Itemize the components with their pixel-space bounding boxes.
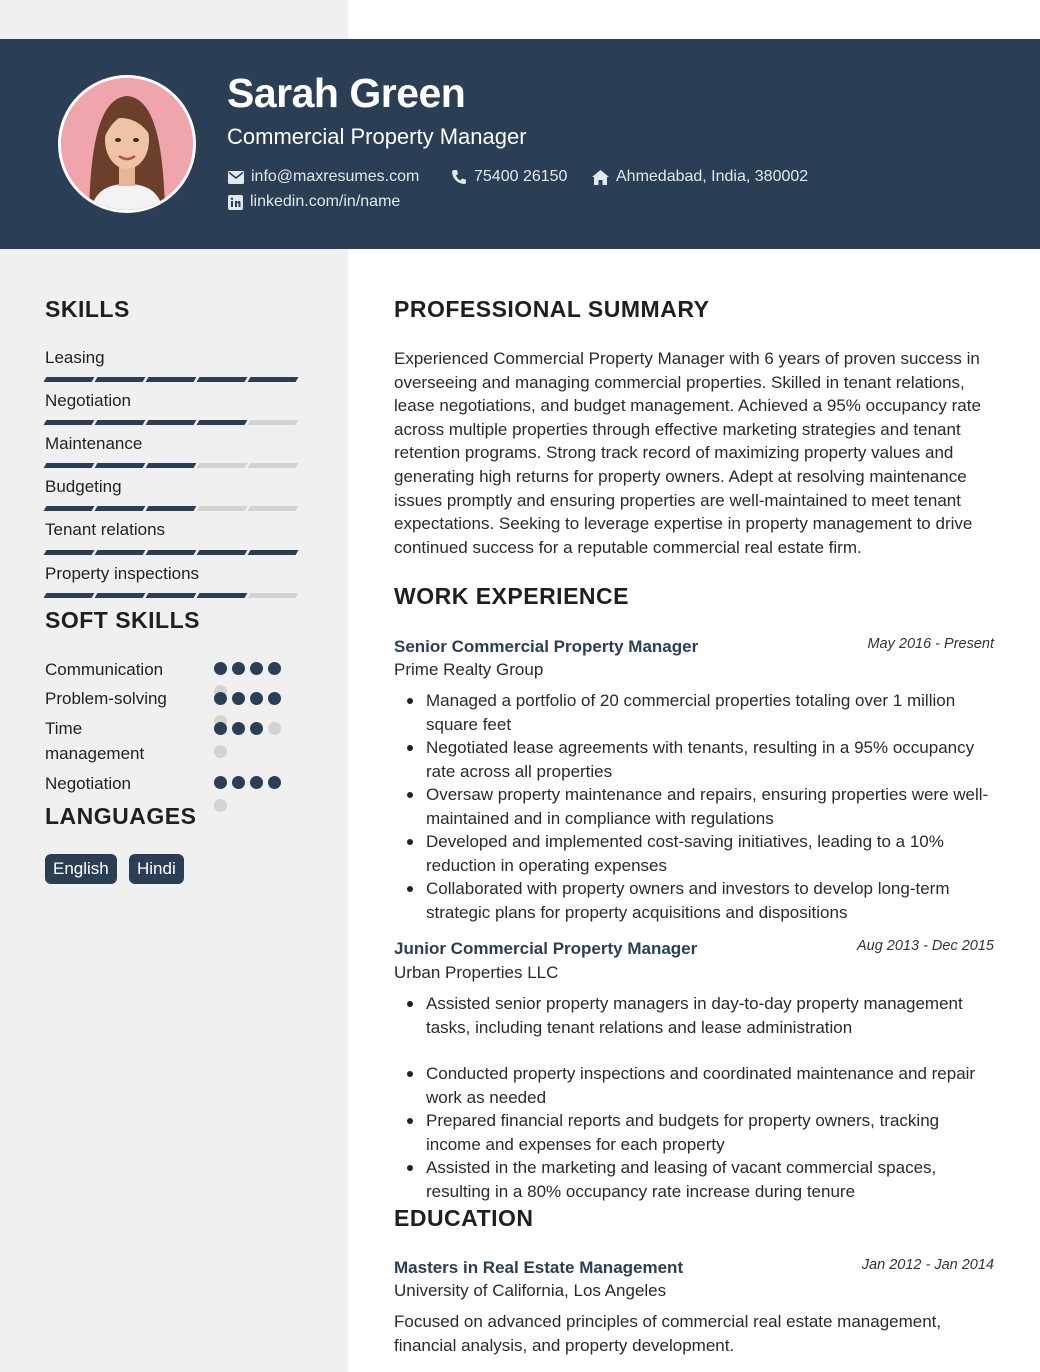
level-filled xyxy=(146,506,197,511)
skill-label: Leasing xyxy=(45,348,105,367)
degree-title: Masters in Real Estate Management xyxy=(394,1258,684,1277)
candidate-name: Sarah Green xyxy=(227,70,466,116)
soft-skill-dots xyxy=(214,776,286,822)
level-empty xyxy=(268,722,281,735)
level-filled xyxy=(214,692,227,705)
level-filled xyxy=(214,662,227,675)
linkedin-icon xyxy=(228,195,243,210)
contact-email[interactable] xyxy=(228,168,419,186)
job-company: Urban Properties LLC xyxy=(394,963,559,982)
skill-level-bar xyxy=(45,593,301,598)
level-filled xyxy=(44,550,95,555)
skill-level-bar xyxy=(45,377,301,382)
level-filled xyxy=(95,506,146,511)
level-filled xyxy=(95,377,146,382)
level-filled xyxy=(146,420,197,425)
level-filled xyxy=(232,722,245,735)
job-title: Junior Commercial Property Manager xyxy=(394,939,698,958)
job-bullets xyxy=(426,689,998,924)
job-company: Prime Realty Group xyxy=(394,660,544,679)
level-filled xyxy=(232,776,245,789)
phone-text: 75400 26150 xyxy=(474,168,568,185)
level-filled xyxy=(268,662,281,675)
soft-skill-label: Problem-solving xyxy=(45,689,167,708)
list-item: Developed and implemented cost-saving initiatives, leading to a 10% reduction in operating expenses xyxy=(426,830,998,877)
level-filled xyxy=(95,420,146,425)
job-dates: Aug 2013 - Dec 2015 xyxy=(856,938,994,954)
education-heading: EDUCATION xyxy=(394,1205,534,1231)
list-item: Negotiated lease agreements with tenants, resulting in a 95% occupancy rate across all properties xyxy=(426,736,998,783)
level-filled xyxy=(146,550,197,555)
education-dates: Jan 2012 - Jan 2014 xyxy=(861,1257,994,1273)
candidate-title: Commercial Property Manager xyxy=(227,124,527,149)
level-filled xyxy=(95,463,146,468)
email-text: info@maxresumes.com xyxy=(251,168,420,185)
list-item: Managed a portfolio of 20 commercial properties totaling over 1 million square feet xyxy=(426,689,998,736)
skill-label: Tenant relations xyxy=(45,520,166,539)
location-text: Ahmedabad, India, 380002 xyxy=(616,168,809,185)
level-filled xyxy=(44,463,95,468)
contact-location xyxy=(592,168,808,186)
level-filled xyxy=(250,662,263,675)
list-item: Assisted in the marketing and leasing of vacant commercial spaces, resulting in a 80% occupancy rate increase during tenure xyxy=(426,1156,998,1203)
summary-text: Experienced Commercial Property Manager with 6 years of proven success in overseeing and managing commercial properties. Skilled in tenant relations, lease negotiations, and budget management. Achieved a 95% occupancy rate across multiple properties through effective marketing strategies and tenant retention programs. Strong track record of maximizing property values and generating high returns for property owners. Adept at resolving maintenance issues promptly and ensuring properties are well-maintained to meet tenant expectations. Seeking to leverage expertise in property management to drive continued success for a reputable commercial real estate firm. xyxy=(394,349,981,557)
envelope-icon xyxy=(228,171,244,184)
job-title: Senior Commercial Property Manager xyxy=(394,637,699,656)
level-filled xyxy=(95,550,146,555)
level-empty xyxy=(248,463,299,468)
level-filled xyxy=(44,593,95,598)
level-empty xyxy=(214,745,227,758)
job-dates: May 2016 - Present xyxy=(867,636,994,652)
level-filled xyxy=(95,593,146,598)
level-filled xyxy=(197,420,248,425)
level-empty xyxy=(197,463,248,468)
level-empty xyxy=(214,799,227,812)
list-item: Conducted property inspections and coordinated maintenance and repair work as needed xyxy=(426,1062,998,1109)
contact-phone[interactable] xyxy=(451,168,567,186)
level-filled xyxy=(268,776,281,789)
level-filled xyxy=(214,776,227,789)
soft-skill-label: Communication xyxy=(45,660,164,679)
list-item: Assisted senior property managers in day-to-day property management tasks, including tenant relations and lease administration xyxy=(426,992,998,1039)
list-item: Collaborated with property owners and investors to develop long-term strategic plans for property acquisitions and dispositions xyxy=(426,877,998,924)
level-filled xyxy=(232,662,245,675)
level-filled xyxy=(44,420,95,425)
language-badge: English xyxy=(45,854,117,884)
soft-skill-label: Time management xyxy=(45,719,145,763)
phone-icon xyxy=(451,169,467,185)
languages-heading: LANGUAGES xyxy=(45,803,197,829)
level-filled xyxy=(197,593,248,598)
level-filled xyxy=(250,692,263,705)
level-filled xyxy=(146,593,197,598)
experience-heading: WORK EXPERIENCE xyxy=(394,583,629,609)
level-filled xyxy=(197,550,248,555)
level-filled xyxy=(146,377,197,382)
contact-linkedin[interactable] xyxy=(228,193,400,211)
skill-level-bar xyxy=(45,506,301,511)
level-filled xyxy=(268,692,281,705)
level-empty xyxy=(248,420,299,425)
language-badge: Hindi xyxy=(129,854,184,884)
soft-skill-label: Negotiation xyxy=(45,774,132,793)
level-filled xyxy=(44,506,95,511)
list-item: Prepared financial reports and budgets for property owners, tracking income and expenses for each property xyxy=(426,1109,998,1156)
skill-label: Budgeting xyxy=(45,477,122,496)
level-empty xyxy=(197,506,248,511)
summary-heading: PROFESSIONAL SUMMARY xyxy=(394,296,710,322)
level-filled xyxy=(248,377,299,382)
job-bullets xyxy=(426,992,998,1203)
level-filled xyxy=(214,722,227,735)
level-empty xyxy=(248,593,299,598)
level-filled xyxy=(197,377,248,382)
home-icon xyxy=(592,170,609,185)
skill-label: Negotiation xyxy=(45,391,132,410)
list-item: Oversaw property maintenance and repairs, ensuring properties were well-maintained and in compliance with regulations xyxy=(426,783,998,830)
skill-label: Property inspections xyxy=(45,564,200,583)
skill-label: Maintenance xyxy=(45,434,143,453)
linkedin-text: linkedin.com/in/name xyxy=(250,193,401,210)
skill-level-bar xyxy=(45,420,301,425)
level-filled xyxy=(146,463,197,468)
level-empty xyxy=(248,506,299,511)
education-description: Focused on advanced principles of commercial real estate management, financial analysis, and property development. xyxy=(394,1312,942,1355)
skill-level-bar xyxy=(45,550,301,555)
level-filled xyxy=(232,692,245,705)
level-filled xyxy=(248,550,299,555)
skill-level-bar xyxy=(45,463,301,468)
school-name: University of California, Los Angeles xyxy=(394,1281,667,1300)
avatar xyxy=(58,75,196,213)
level-filled xyxy=(250,776,263,789)
skills-heading: SKILLS xyxy=(45,296,130,322)
level-filled xyxy=(44,377,95,382)
level-filled xyxy=(250,722,263,735)
soft-skill-dots xyxy=(214,722,286,768)
soft-skills-heading: SOFT SKILLS xyxy=(45,607,200,633)
